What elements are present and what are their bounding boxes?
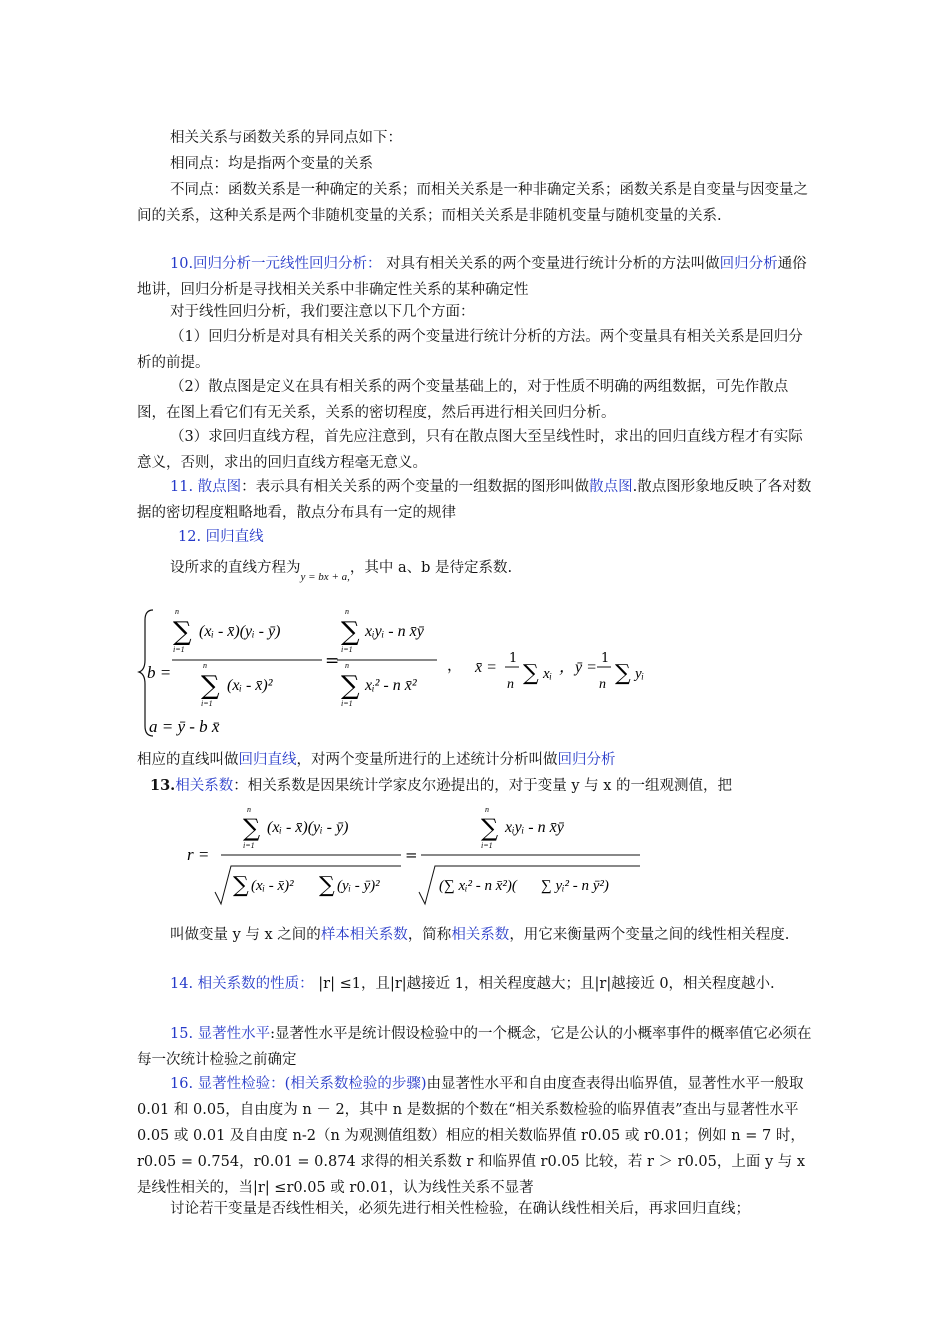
section-14-heading: 14. 相关系数的性质： [170, 976, 314, 992]
section-11-term: 散点图 [589, 479, 633, 495]
ybar-sum: ∑ [615, 661, 631, 686]
para-line-equation [137, 555, 815, 582]
r-den2a: (∑ xᵢ² - n x̄²)( [439, 878, 517, 894]
sample-corr-text2: ，简称 [407, 927, 452, 943]
section-16-text: 由显著性水平和自由度查表得出临界值，显著性水平一般取 0.01 和 0.05，自由度为 n － 2，其中 n 是数据的个数在“相关系数检验的临界值表”查出与显著性水平 0.05 或 0.01 及自由度 n-2（n 为观测值组数）相应的相关数临界值 r0.05 或 r0.01；例如 n = 7 时，r0.05 = 0.754，r0.01 = 0.874 求得的相关系数 r 和临界值 r0.05 比较，若 r ＞ r0.05，上面 y 与 x 是线性相关的，当|r| ≤r0.05 或 r0.01，认为线性关系不显著 [137, 1076, 806, 1196]
para-conclusion: 讨论若干变量是否线性相关，必须先进行相关性检验，在确认线性相关后，再求回归直线； [170, 1201, 750, 1217]
xbar-xi: xᵢ [543, 666, 553, 682]
correlation-formula [185, 804, 655, 920]
para-note-2: （2）散点图是定义在具有相关系的两个变量基础上的，对于性质不明确的两组数据，可先作散点图，在图上看它们有无关系，关系的密切程度，然后再进行相关回归分析。 [137, 379, 789, 421]
b-den1: (xᵢ - x̄)² [227, 677, 273, 694]
para-similarity: 相同点：均是指两个变量的关系 [170, 156, 373, 172]
reg-line-term2: 回归分析 [557, 752, 616, 768]
sum-symbol-4: ∑ [341, 671, 360, 701]
section-11-text1: ：表示具有相关关系的两个变量的一组数据的图形叫做 [241, 479, 590, 495]
section-15 [137, 1021, 815, 1073]
ybar-frac-den: n [599, 677, 606, 692]
r-den2b: ∑ yᵢ² - n ȳ²) [541, 878, 609, 894]
section-14 [137, 971, 815, 997]
b-den2: xᵢ² - n x̄² [365, 677, 417, 694]
sum-top: n [175, 607, 179, 616]
xbar-frac-num: 1 [509, 651, 518, 666]
section-12-heading-text: 12. 回归直线 [178, 529, 264, 545]
section-16-heading: 16. 显著性检验：(相关系数检验的步骤) [170, 1076, 427, 1092]
section-10-text2: 通俗地讲，回归分析是寻找相关关系中非确定性关系的某种确定性 [137, 256, 807, 298]
ybar-yi: yᵢ [635, 666, 645, 682]
para-difference: 不同点：函数关系是一种确定的关系；而相关关系是一种非确定关系；函数关系是自变量与因变量之间的关系，这种关系是两个非随机变量的关系；而相关关系是非随机变量与随机变量的关系. [137, 182, 808, 224]
r-den1b: (yᵢ - ȳ)² [337, 878, 380, 894]
section-12-heading [178, 524, 856, 550]
reg-line-text2: ，对两个变量所进行的上述统计分析叫做 [296, 752, 558, 768]
b-lhs: b = [147, 663, 172, 682]
section-13 [150, 773, 815, 799]
r-sum-symbol-2: ∑ [481, 814, 499, 842]
line-eq-text1: 设所求的直线方程为 [170, 560, 301, 576]
line-eq-text2: ，其中 a、b 是待定系数. [349, 560, 513, 576]
xbar-frac-den: n [507, 677, 514, 692]
section-14-text: |r| ≤1，且|r|越接近 1，相关程度越大；且|r|越接近 0，相关程度越小. [313, 976, 775, 992]
section-15-heading: 15. 显著性水平 [170, 1026, 271, 1042]
b-num2: xᵢyᵢ - n x̄ȳ [365, 623, 424, 640]
sum-symbol-2: ∑ [201, 671, 220, 701]
a-eq: a = ȳ - b x̄ [149, 717, 220, 736]
sum-top-3: n [345, 607, 349, 616]
r-sum-symbol: ∑ [243, 814, 261, 842]
sample-corr-text3: ，用它来衡量两个变量之间的线性相关程度. [509, 927, 790, 943]
para-regression-line [137, 747, 815, 773]
r-eq-sign: = [405, 846, 418, 864]
formula-comma: ， [447, 656, 463, 674]
sum-bot-2: i=1 [201, 699, 213, 708]
section-11-text2: .散点图形象地反映了各对数据的密切程度粗略地看，散点分布具有一定的规律 [137, 479, 812, 521]
section-13-heading: 相关系数 [175, 778, 234, 794]
sum-bot-4: i=1 [341, 699, 353, 708]
regression-formula-svg [137, 606, 837, 741]
sample-corr-text1: 叫做变量 y 与 x 之间的 [170, 927, 321, 943]
section-10-term: 回归分析 [719, 256, 778, 272]
ybar-frac-num: 1 [601, 651, 610, 666]
para-note-1: （1）回归分析是对具有相关关系的两个变量进行统计分析的方法。两个变量具有相关关系是回归分析的前提。 [137, 329, 803, 371]
para-note-3: （3）求回归直线方程，首先应注意到，只有在散点图大至呈线性时，求出的回归直线方程才有实际意义，否则，求出的回归直线方程毫无意义。 [137, 429, 803, 471]
sum-symbol: ∑ [173, 617, 192, 647]
b-num1: (xᵢ - x̄)(yᵢ - ȳ) [199, 623, 281, 640]
section-11-heading: 11. 散点图 [170, 479, 242, 495]
section-10-text1: 对具有相关关系的两个变量进行统计分析的方法叫做 [381, 256, 720, 272]
r-sum-bot: i=1 [243, 841, 255, 850]
para-notes: 对于线性回归分析，我们要注意以下几个方面： [170, 304, 475, 320]
ybar-def: ，ȳ = [559, 659, 597, 676]
r-den-sum-b: ∑ [319, 873, 335, 898]
sum-bot: i=1 [173, 645, 185, 654]
section-15-text: :显著性水平是统计假设检验中的一个概念，它是公认的小概率事件的概率值它必须在每一次统计检验之前确定 [137, 1026, 812, 1068]
reg-line-term1: 回归直线 [238, 752, 297, 768]
section-16 [137, 1071, 815, 1201]
section-13-text: ：相关系数是因果统计学家皮尔逊提出的，对于变量 y 与 x 的一组观测值，把 [233, 778, 733, 794]
sum-top-2: n [203, 661, 207, 670]
r-lhs: r = [187, 845, 210, 864]
r-sum-bot-2: i=1 [481, 841, 493, 850]
section-13-num: 13. [150, 777, 176, 794]
para-intro: 相关关系与函数关系的异同点如下： [170, 130, 402, 146]
sample-corr-term1: 样本相关系数 [320, 927, 408, 943]
eq-sign-1: = [325, 651, 340, 671]
para-sample-correlation [137, 922, 815, 948]
regression-formula [137, 606, 837, 741]
sum-bot-3: i=1 [341, 645, 353, 654]
r-den1a: (xᵢ - x̄)² [251, 878, 294, 894]
correlation-formula-svg [185, 804, 655, 920]
xbar-sum: ∑ [523, 661, 539, 686]
section-10 [137, 251, 815, 303]
r-num2: xᵢyᵢ - n x̄ȳ [505, 819, 564, 836]
sum-symbol-3: ∑ [341, 617, 360, 647]
r-den-sum-a: ∑ [233, 873, 249, 898]
sample-corr-term2: 相关系数 [451, 927, 510, 943]
r-sum-top-2: n [485, 805, 489, 814]
line-eq-inline: y = bx + a, [300, 571, 350, 583]
r-sum-top: n [247, 805, 251, 814]
xbar-def: x̄ = [475, 659, 497, 676]
r-num1: (xᵢ - x̄)(yᵢ - ȳ) [267, 819, 349, 836]
section-10-heading: 10.回归分析一元线性回归分析： [170, 256, 382, 272]
section-11 [137, 474, 815, 526]
reg-line-text1: 相应的直线叫做 [137, 752, 239, 768]
sum-top-4: n [345, 661, 349, 670]
